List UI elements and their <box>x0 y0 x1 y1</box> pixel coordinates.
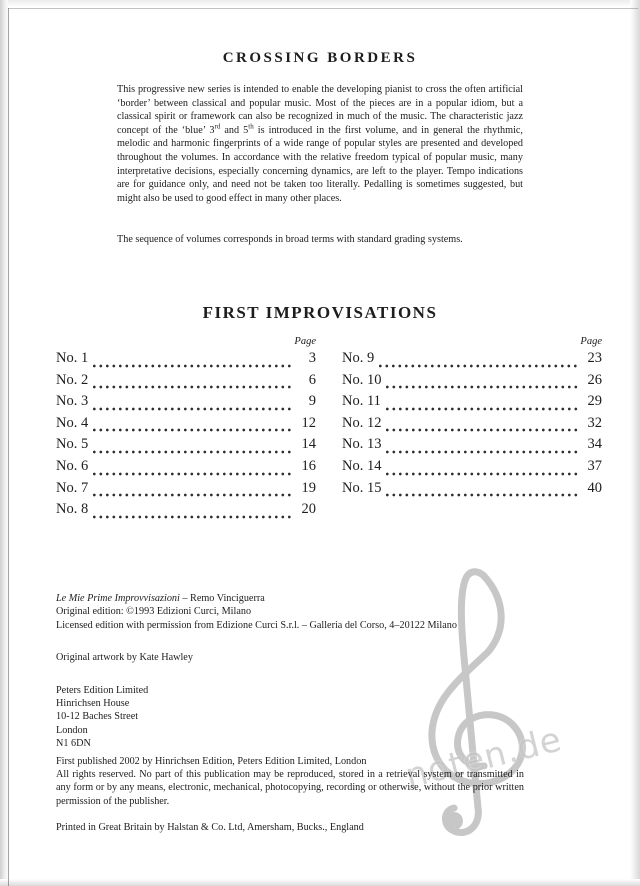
toc-entry-label: No. 11 <box>342 393 381 410</box>
toc-entry <box>56 415 316 437</box>
rights-notice: All rights reserved. No part of this publication may be reproduced, stored in a retrieval system or transmitted in any form or by any means, electronic, mechanical, photocopying, recording or otherwise, without the prior written permission of the publisher. <box>56 769 524 807</box>
toc-entry-label: No. 3 <box>56 393 89 410</box>
composer-name: – Remo Vinciguerra <box>179 593 265 604</box>
watermark-text: noten.de <box>401 719 566 797</box>
toc-entry-page: 40 <box>587 479 602 496</box>
toc-entry-page: 6 <box>308 371 316 388</box>
toc-entry-page: 9 <box>308 393 316 410</box>
toc-entry-page: 32 <box>587 414 602 431</box>
toc-entry-page: 34 <box>587 436 602 453</box>
toc-entry <box>342 393 602 415</box>
dot-leader <box>386 427 578 433</box>
toc-entry-page: 23 <box>587 350 602 366</box>
toc-entry <box>342 480 602 502</box>
page-column-header: Page <box>580 336 602 347</box>
toc-entry <box>56 458 316 480</box>
toc-title: FIRST IMPROVISATIONS <box>202 303 438 322</box>
toc-entry <box>342 372 602 394</box>
address-line: 10-12 Baches Street <box>56 711 139 723</box>
toc-entry <box>56 372 316 394</box>
dot-leader <box>93 406 292 412</box>
toc-entry <box>342 458 602 480</box>
ordinal-superscript: th <box>248 122 254 131</box>
toc-entry-label: No. 7 <box>56 479 89 496</box>
original-title: Le Mie Prime Improvvisazioni <box>56 593 180 604</box>
toc-entry-label: No. 15 <box>342 479 382 496</box>
dot-leader <box>93 384 292 390</box>
edition-credits <box>56 592 536 632</box>
toc-entry-label: No. 9 <box>342 350 375 366</box>
toc-entry-label: No. 13 <box>342 436 382 453</box>
dot-leader <box>93 492 292 498</box>
printer-credit: Printed in Great Britain by Halstan & Co. Ltd, Amersham, Bucks., England <box>56 822 364 833</box>
publisher-address <box>56 684 148 750</box>
intro-text-3: is introduced in the first volume, and in general the rhythmic, melodic and harmonic fingerprints of a wide range of popular styles are presented and developed throughout the volumes. In accordance with the relative freedom typical of popular music, many interpretative decisions, especially concerning dynamics, are left to the player. Tempo indications are for guidance only, and need not be taken too literally. Pedalling is sometimes suggested, but might also be used to good effect in many other places. <box>117 124 523 204</box>
toc-entry-page: 26 <box>587 371 602 388</box>
toc-entry-page: 29 <box>587 393 602 410</box>
toc-entry-label: No. 1 <box>56 350 89 366</box>
toc-entry <box>56 436 316 458</box>
toc-column-right <box>342 336 602 523</box>
toc-entry <box>56 501 316 523</box>
dot-leader <box>386 449 578 455</box>
toc-entry-label: No. 12 <box>342 414 382 431</box>
dot-leader <box>93 449 292 455</box>
license-line: Licensed edition with permission from Edizione Curci S.r.l. – Galleria del Corso, 4–20122 Milano <box>56 619 457 631</box>
artwork-credit: Original artwork by Kate Hawley <box>56 652 193 663</box>
dot-leader <box>386 492 578 498</box>
toc-entry <box>342 415 602 437</box>
intro-text-1: This progressive new series is intended to enable the developing pianist to cross the often artificial ‘border’ between classical and popular music. Most of the pieces are in a popular idiom, but a classical spirit or framework can also be recognized in much of the music. The characteristic jazz concept of the ‘blue’ 3 <box>117 84 523 136</box>
intro-paragraph <box>117 83 523 205</box>
address-line: N1 6DN <box>56 737 91 749</box>
dot-leader <box>379 363 578 369</box>
dot-leader <box>93 471 292 477</box>
toc-column-left <box>56 336 316 523</box>
address-line: Peters Edition Limited <box>56 685 149 696</box>
dot-leader <box>386 406 578 412</box>
dot-leader <box>386 384 578 390</box>
table-of-contents <box>56 336 602 523</box>
toc-entry-page: 19 <box>301 479 316 496</box>
toc-entry-page: 14 <box>301 436 316 453</box>
ordinal-superscript: rd <box>214 122 221 131</box>
address-line: Hinrichsen House <box>56 698 130 710</box>
toc-entry-label: No. 5 <box>56 436 89 453</box>
address-line: London <box>56 724 88 736</box>
toc-entry-label: No. 6 <box>56 457 89 474</box>
grading-note: The sequence of volumes corresponds in broad terms with standard grading systems. <box>117 234 463 245</box>
intro-text-2: and 5 <box>220 124 249 136</box>
toc-entry <box>56 393 316 415</box>
toc-entry-page: 3 <box>308 350 316 366</box>
toc-entry-page: 20 <box>301 501 316 518</box>
dot-leader <box>93 514 292 520</box>
page-column-header: Page <box>294 336 316 347</box>
dot-leader <box>386 471 578 477</box>
toc-entry <box>342 350 602 372</box>
toc-entry <box>56 480 316 502</box>
toc-entry-label: No. 10 <box>342 371 382 388</box>
dot-leader <box>93 363 292 369</box>
toc-entry-page: 16 <box>301 457 316 474</box>
original-title-line <box>56 592 536 605</box>
first-published-line: First published 2002 by Hinrichsen Edition, Peters Edition Limited, London <box>56 756 367 767</box>
toc-entry <box>342 436 602 458</box>
toc-entry-label: No. 8 <box>56 501 89 518</box>
toc-entry-label: No. 2 <box>56 371 89 388</box>
publication-notice <box>56 755 524 808</box>
toc-entry-label: No. 4 <box>56 414 89 431</box>
toc-entry-page: 37 <box>587 457 602 474</box>
toc-entry-page: 12 <box>301 414 316 431</box>
toc-entry <box>56 350 316 372</box>
original-edition-line: Original edition: ©1993 Edizioni Curci, Milano <box>56 606 252 618</box>
toc-entry-label: No. 14 <box>342 457 382 474</box>
page-title: CROSSING BORDERS <box>222 50 418 66</box>
dot-leader <box>93 427 292 433</box>
